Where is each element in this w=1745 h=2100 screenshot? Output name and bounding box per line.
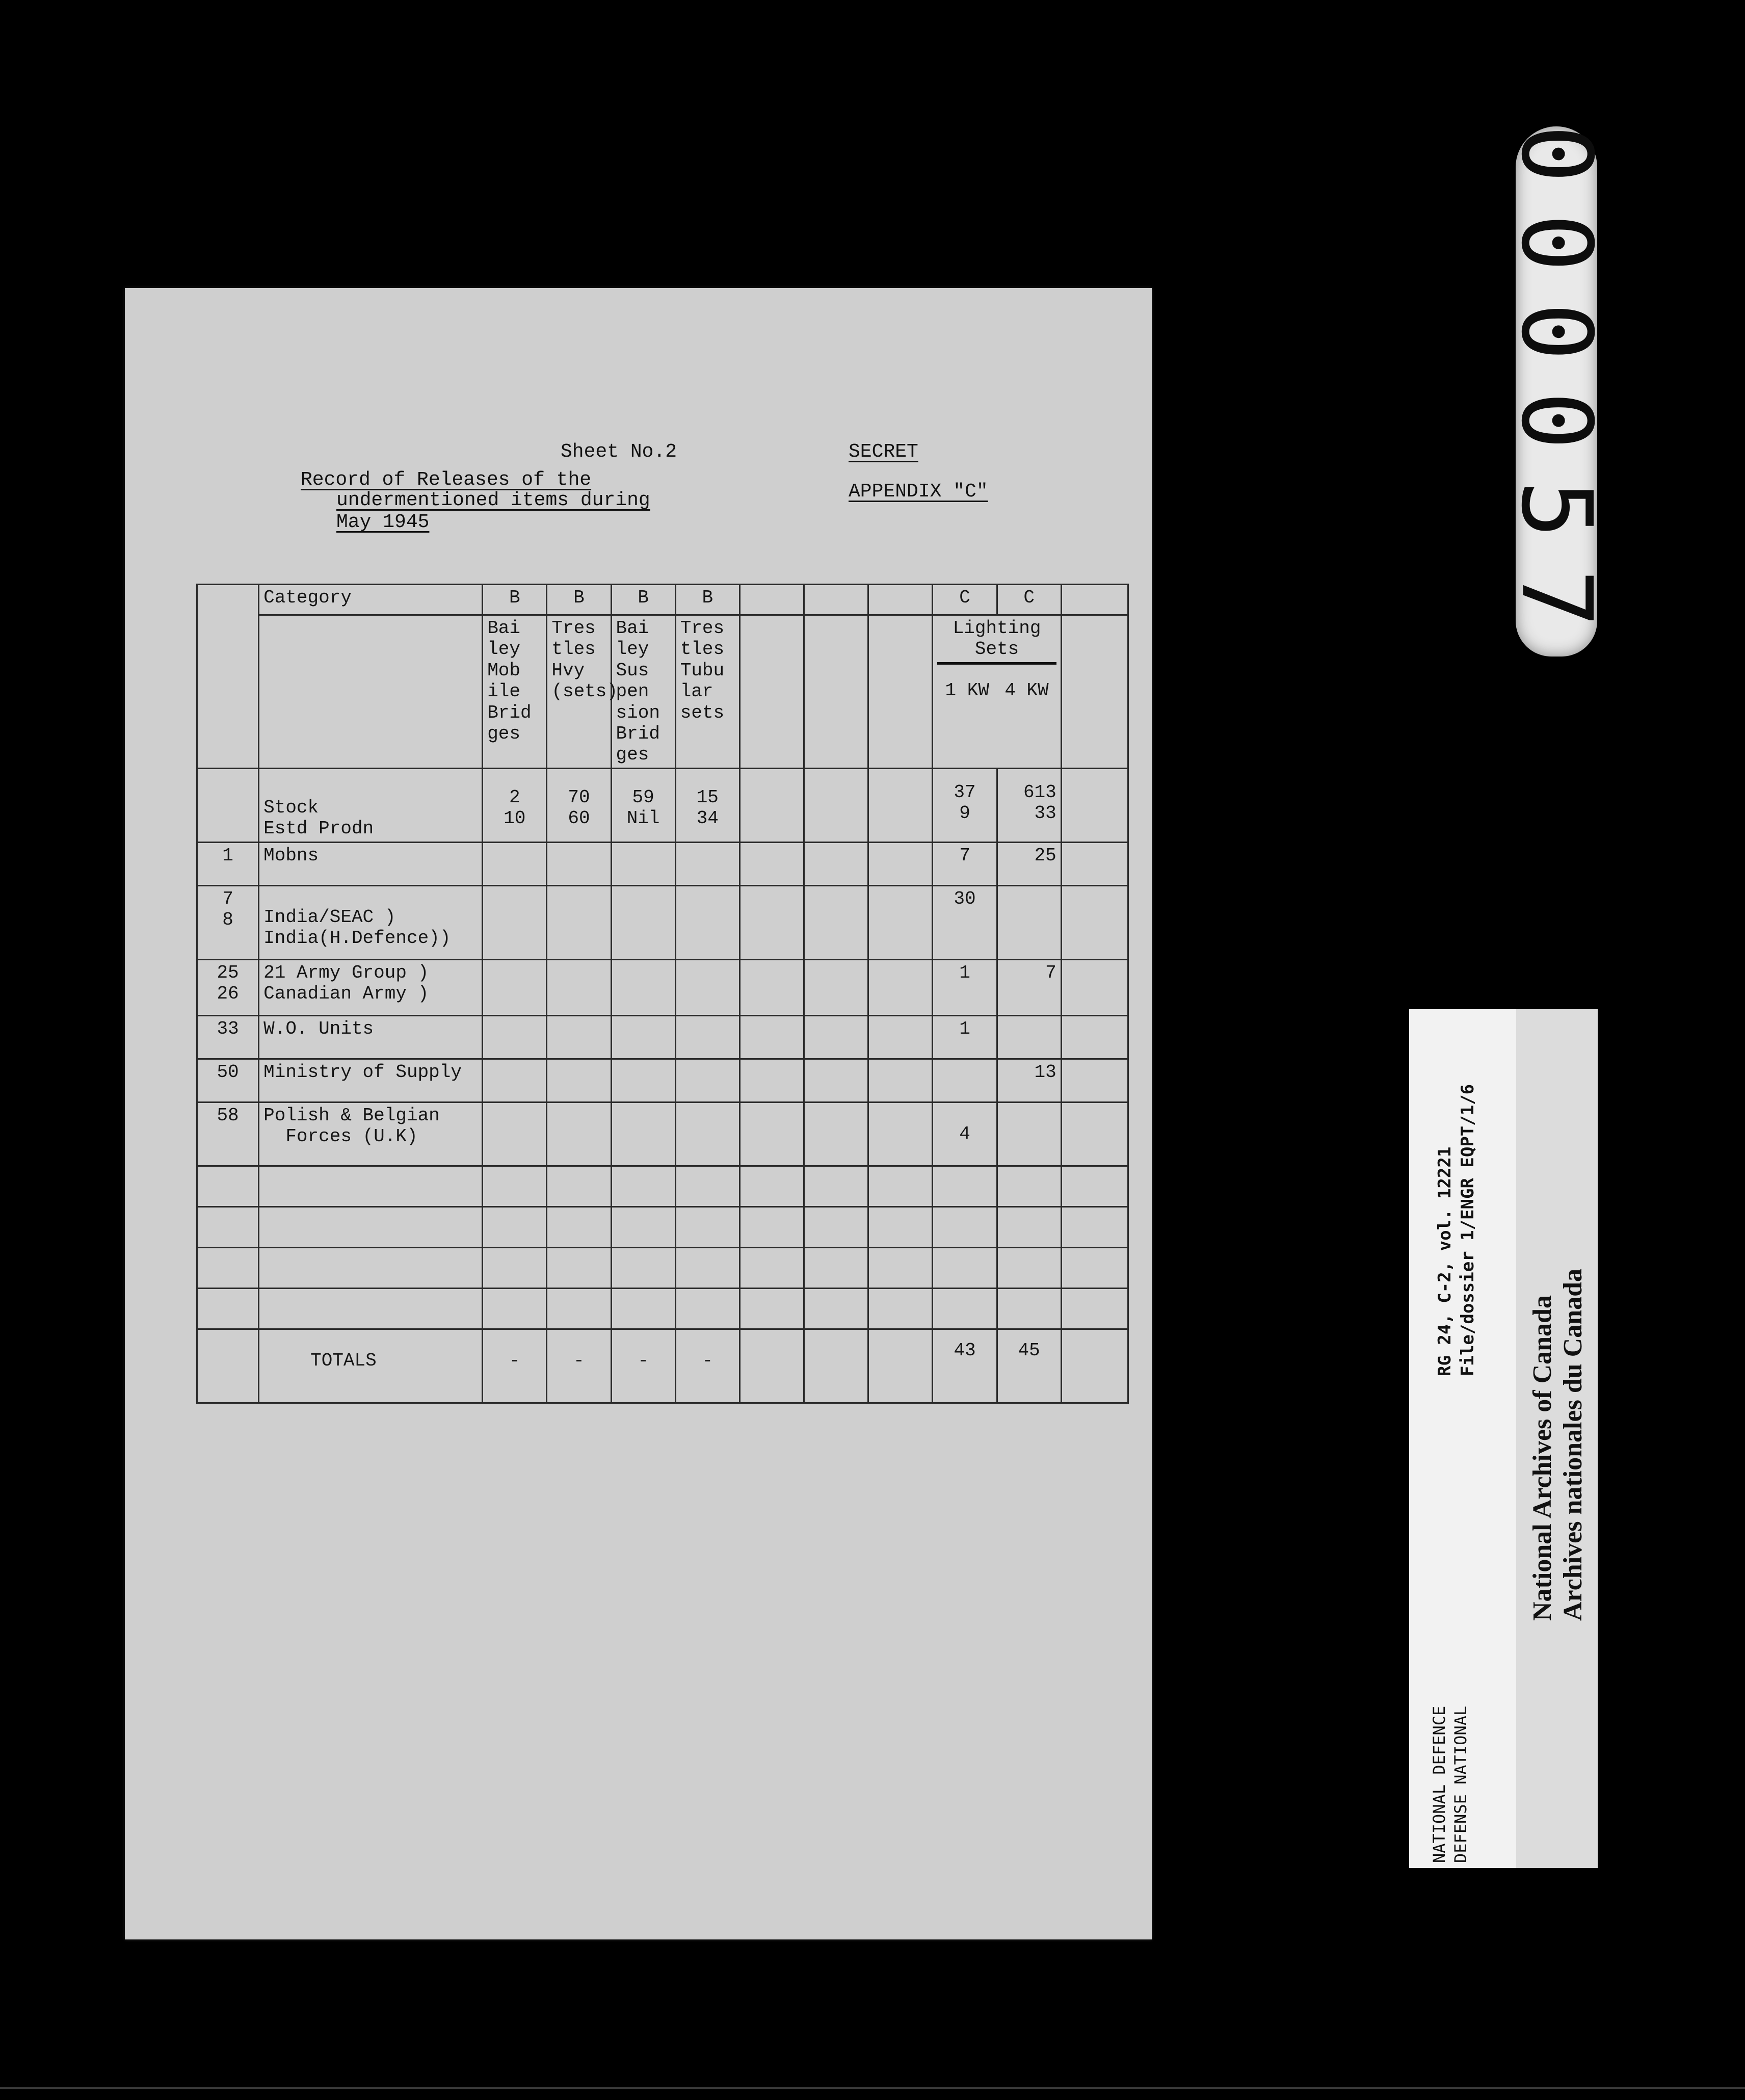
table-row	[197, 1015, 1128, 1059]
lighting-sets-header	[933, 615, 1061, 769]
secret-label: SECRET	[849, 441, 918, 463]
row-kw1: 1	[933, 1015, 997, 1059]
row-kw4	[997, 1102, 1061, 1166]
row-kw1: 1	[933, 959, 997, 1015]
table-row	[197, 842, 1128, 885]
document-sheet	[125, 288, 1152, 1939]
archives-name-fr: Archives nationales du Canada	[1558, 1268, 1588, 1621]
empty-row	[197, 1288, 1128, 1329]
group-letter: C	[933, 585, 997, 615]
stock-trestles-tubular	[675, 768, 739, 842]
appendix-label: APPENDIX "C"	[849, 481, 988, 503]
row-kw1: 4	[933, 1102, 997, 1166]
record-title-line3: May 1945	[336, 511, 430, 533]
totals-row	[197, 1329, 1128, 1403]
group-letter-row	[197, 585, 1128, 615]
row-category: India/SEAC ) India(H.Defence))	[259, 885, 483, 959]
prodn-value: 33	[1034, 803, 1056, 824]
row-number: 1	[197, 842, 259, 885]
total-trestles-tubular: -	[675, 1329, 739, 1403]
row-number: 25 26	[197, 959, 259, 1015]
stock-value: 2	[509, 786, 520, 808]
total-trestles-hvy: -	[547, 1329, 611, 1403]
table-row	[197, 959, 1128, 1015]
row-kw4: 13	[997, 1059, 1061, 1102]
stock-bailey-suspension	[611, 768, 675, 842]
group-letter: B	[483, 585, 547, 615]
col-head-trestles-hvy: Tres tles Hvy (sets)	[547, 615, 611, 769]
archive-reference-label	[1409, 1009, 1516, 1868]
archive-ref-line2: File/dossier 1/ENGR EQPT/1/6	[1458, 1084, 1478, 1376]
empty-row	[197, 1247, 1128, 1288]
row-number: 7 8	[197, 885, 259, 959]
row-number: 50	[197, 1059, 259, 1102]
record-title-line2: undermentioned items during	[336, 489, 650, 511]
group-letter: C	[997, 585, 1061, 615]
stock-value: 59	[632, 786, 654, 808]
category-header: Category	[259, 585, 483, 615]
empty-row	[197, 1206, 1128, 1247]
prodn-value: 60	[568, 808, 590, 829]
group-letter: B	[611, 585, 675, 615]
frame-number: 000057	[1500, 124, 1613, 659]
row-kw1	[933, 1059, 997, 1102]
col-head-bailey-mobile: Bai ley Mob ile Brid ges	[483, 615, 547, 769]
prodn-value: 9	[959, 803, 970, 824]
record-title-line1: Record of Releases of the	[301, 469, 592, 491]
stock-value: 70	[568, 786, 590, 808]
table-row	[197, 1059, 1128, 1102]
row-category: Mobns	[259, 842, 483, 885]
row-kw1: 7	[933, 842, 997, 885]
total-kw4: 45	[997, 1329, 1061, 1403]
total-bailey-mobile: -	[483, 1329, 547, 1403]
row-number: 33	[197, 1015, 259, 1059]
lighting-sets-label: Lighting Sets	[937, 618, 1056, 665]
stock-labels	[259, 768, 483, 842]
estd-prodn-label: Estd Prodn	[263, 818, 374, 839]
col-head-trestles-tubular: Tres tles Tubu lar sets	[675, 615, 739, 769]
stock-trestles-hvy	[547, 768, 611, 842]
col-head-bailey-suspension: Bai ley Sus pen sion Brid ges	[611, 615, 675, 769]
row-category: Polish & Belgian Forces (U.K)	[259, 1102, 483, 1166]
releases-table	[196, 584, 1129, 1404]
group-letter: B	[547, 585, 611, 615]
archive-ref-line1: RG 24, C-2, vol. 12221	[1435, 1146, 1455, 1376]
sheet-number: Sheet No.2	[561, 441, 677, 463]
stock-value: 613	[1023, 781, 1056, 803]
empty-row	[197, 1166, 1128, 1206]
prodn-value: 10	[504, 808, 526, 829]
stock-bailey-mobile	[483, 768, 547, 842]
stock-label: Stock	[263, 797, 319, 818]
stock-row	[197, 768, 1128, 842]
row-category: 21 Army Group ) Canadian Army )	[259, 959, 483, 1015]
total-bailey-suspension: -	[611, 1329, 675, 1403]
archives-name-label	[1516, 1009, 1598, 1868]
prodn-value: Nil	[626, 808, 660, 829]
film-edge-line	[0, 2087, 1745, 2089]
kw4-header: 4 KW	[1004, 679, 1049, 701]
group-letter: B	[675, 585, 739, 615]
archives-name-en: National Archives of Canada	[1528, 1295, 1557, 1621]
row-kw4	[997, 885, 1061, 959]
stock-value: 15	[696, 786, 719, 808]
stock-kw4	[997, 768, 1061, 842]
row-kw4: 7	[997, 959, 1061, 1015]
row-kw1: 30	[933, 885, 997, 959]
row-kw4: 25	[997, 842, 1061, 885]
prodn-value: 34	[696, 808, 719, 829]
dept-line1: NATIONAL DEFENCE	[1430, 1705, 1449, 1863]
column-header-row	[197, 615, 1128, 769]
frame-number-stamp	[1500, 124, 1613, 659]
kw1-header: 1 KW	[945, 679, 989, 701]
table-row	[197, 885, 1128, 959]
stock-value: 37	[954, 781, 976, 803]
row-number: 58	[197, 1102, 259, 1166]
table-row	[197, 1102, 1128, 1166]
row-category: Ministry of Supply	[259, 1059, 483, 1102]
row-category: W.O. Units	[259, 1015, 483, 1059]
row-kw4	[997, 1015, 1061, 1059]
dept-line2: DEFENSE NATIONAL	[1451, 1705, 1470, 1863]
totals-label: TOTALS	[259, 1329, 483, 1403]
total-kw1: 43	[933, 1329, 997, 1403]
stock-kw1	[933, 768, 997, 842]
